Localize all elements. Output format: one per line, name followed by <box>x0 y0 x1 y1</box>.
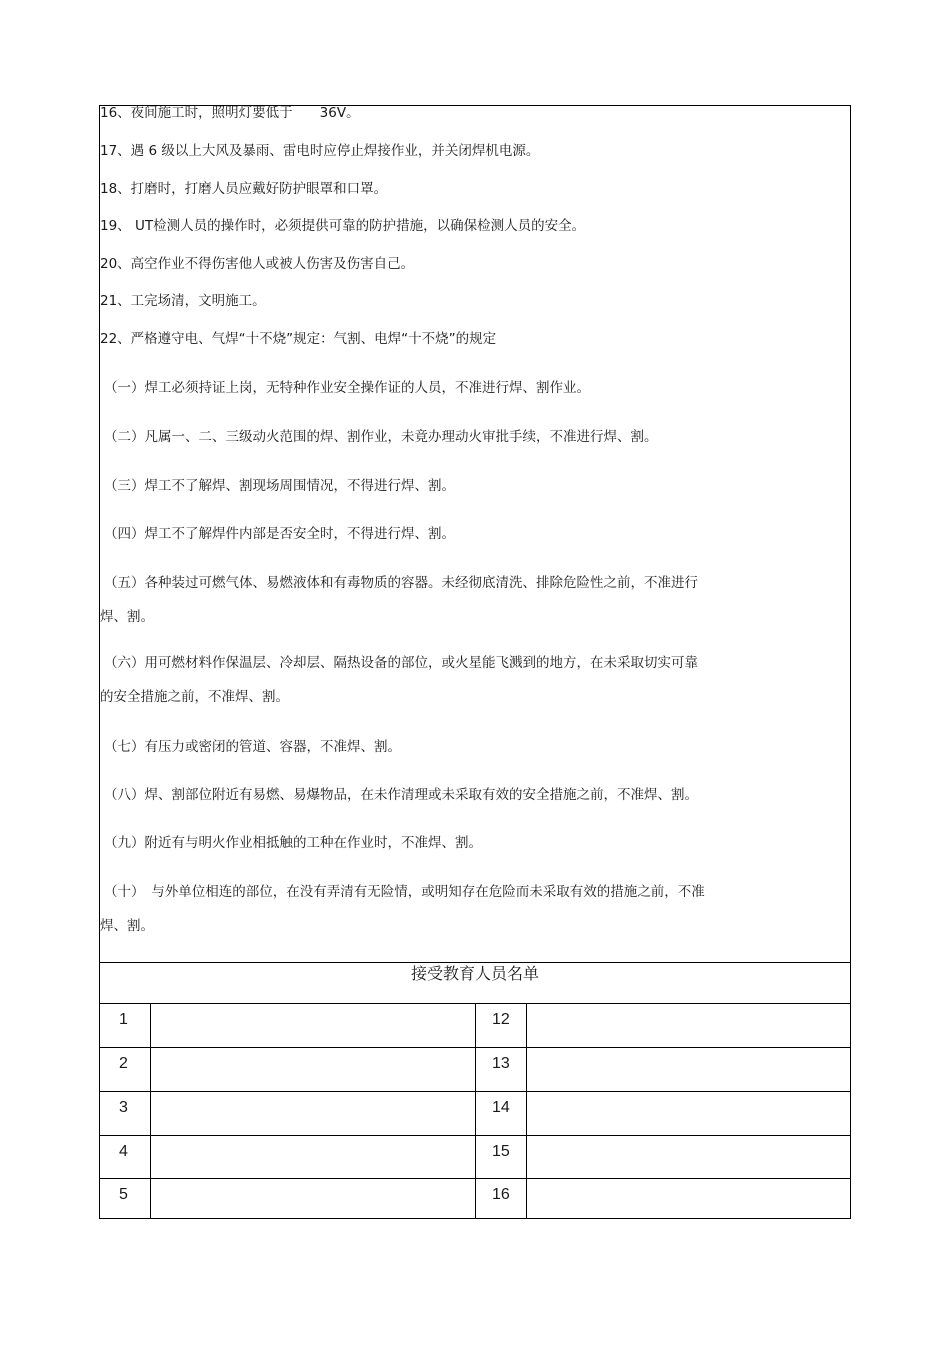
name-cell-12 <box>527 1004 850 1046</box>
name-cell-2 <box>151 1048 475 1090</box>
name-cell-14 <box>527 1092 850 1134</box>
name-cell-13 <box>527 1048 850 1090</box>
item-9: （九）附近有与明火作业相抵触的工种在作业时，不准焊、割。 <box>104 835 482 851</box>
row-number-4: 4 <box>119 1143 128 1160</box>
rule-16: 16、夜间施工时，照明灯要低于 36V。 <box>100 105 360 121</box>
row-number-3: 3 <box>119 1099 128 1116</box>
rule-18: 18、打磨时，打磨人员应戴好防护眼罩和口罩。 <box>100 181 388 197</box>
rule-21: 21、工完场清，文明施工。 <box>100 293 266 309</box>
row-number-1: 1 <box>119 1011 128 1028</box>
rule-20: 20、高空作业不得伤害他人或被人伤害及伤害自己。 <box>100 256 415 272</box>
item-4: （四）焊工不了解焊件内部是否安全时，不得进行焊、割。 <box>104 526 455 542</box>
rule-19: 19、 UT检测人员的操作时，必须提供可靠的防护措施，以确保检测人员的安全。 <box>100 218 586 234</box>
row-number-16: 16 <box>492 1186 510 1203</box>
item-5: （五）各种装过可燃气体、易燃液体和有毒物质的容器。未经彻底清洗、排除危险性之前，不准进行 <box>104 575 698 591</box>
name-cell-3 <box>151 1092 475 1134</box>
row-number-5: 5 <box>119 1186 128 1203</box>
section-divider <box>100 962 850 963</box>
name-cell-1 <box>151 1004 475 1046</box>
row-number-13: 13 <box>492 1055 510 1072</box>
middle-column-divider <box>475 1003 476 1218</box>
item-2: （二）凡属一、二、三级动火范围的焊、割作业，未竟办理动火审批手续，不准进行焊、割。 <box>104 429 658 445</box>
item-6: （六）用可燃材料作保温层、冷却层、隔热设备的部位，或火星能飞溅到的地方，在未采取切实可靠 <box>104 655 698 671</box>
roster-title: 接受教育人员名单 <box>410 964 539 983</box>
item-10-cont: 焊、割。 <box>100 918 154 934</box>
item-6-cont: 的安全措施之前，不准焊、割。 <box>100 689 289 705</box>
rule-22: 22、严格遵守电、气焊“十不烧”规定：气割、电焊“十不烧”的规定 <box>100 331 497 347</box>
safety-briefing-frame <box>99 105 851 1219</box>
name-cell-15 <box>527 1136 850 1178</box>
row-number-2: 2 <box>119 1055 128 1072</box>
name-cell-16 <box>527 1179 850 1221</box>
item-5-cont: 焊、割。 <box>100 609 154 625</box>
item-3: （三）焊工不了解焊、割现场周围情况，不得进行焊、割。 <box>104 478 455 494</box>
item-10: （十） 与外单位相连的部位，在没有弄清有无险情，或明知存在危险而未采取有效的措施之前，不准 <box>104 884 705 900</box>
rule-17: 17、遇 6 级以上大风及暴雨、雷电时应停止焊接作业，并关闭焊机电源。 <box>100 143 540 159</box>
row-number-12: 12 <box>492 1011 510 1028</box>
row-number-14: 14 <box>492 1099 510 1116</box>
name-cell-4 <box>151 1136 475 1178</box>
item-8: （八）焊、割部位附近有易燃、易爆物品，在未作清理或未采取有效的安全措施之前，不准焊、割。 <box>104 787 698 803</box>
name-cell-5 <box>151 1179 475 1221</box>
item-7: （七）有压力或密闭的管道、容器，不准焊、割。 <box>104 739 401 755</box>
item-1: （一）焊工必须持证上岗，无特种作业安全操作证的人员，不准进行焊、割作业。 <box>104 380 590 396</box>
row-number-15: 15 <box>492 1143 510 1160</box>
